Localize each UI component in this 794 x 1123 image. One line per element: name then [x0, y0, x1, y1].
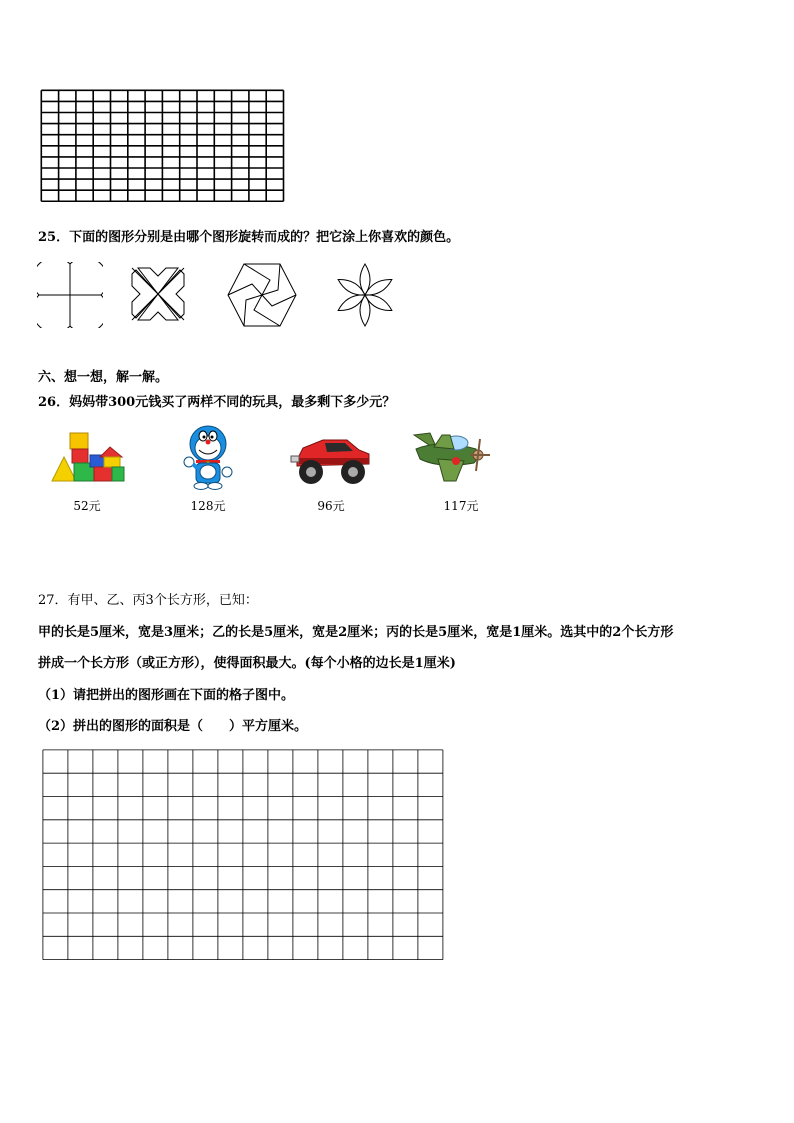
flower-figure [332, 262, 398, 328]
toy-price-airplane: 117元 [443, 499, 479, 513]
q25-text: 25．下面的图形分别是由哪个图形旋转而成的？把它涂上你喜欢的颜色。 [38, 230, 460, 245]
x-shape-figure [130, 266, 186, 322]
q27-line3: 拼成一个长方形（或正方形），使得面积最大。(每个小格的边长是1厘米) [38, 656, 456, 671]
toy-price-truck: 96元 [317, 499, 345, 513]
toy-price-doraemon: 128元 [190, 499, 226, 513]
pinwheel-figure [37, 262, 103, 328]
q27-line2: 甲的长是5厘米，宽是3厘米；乙的长是5厘米，宽是2厘米；丙的长是5厘米，宽是1厘米。选其中的2个长方形 [38, 625, 674, 640]
truck-toy-image [289, 432, 375, 486]
section6-title: 六、想一想，解一解。 [38, 370, 169, 385]
airplane-toy-image [410, 425, 492, 487]
bottom-grid [42, 749, 446, 961]
q27-sub2: （2）拼出的图形的面积是（ ）平方厘米。 [38, 719, 308, 734]
blocks-toy-image [50, 427, 126, 483]
hexagon-spiral-figure [226, 260, 298, 330]
toy-price-blocks: 52元 [73, 499, 101, 513]
q26-text: 26．妈妈带300元钱买了两样不同的玩具，最多剩下多少元？ [38, 395, 396, 410]
top-grid [40, 89, 286, 202]
q27-sub1: （1）请把拼出的图形画在下面的格子图中。 [38, 688, 295, 703]
doraemon-toy-image [181, 424, 235, 490]
q27-line1: 27．有甲、乙、丙3个长方形，已知： [38, 593, 258, 608]
